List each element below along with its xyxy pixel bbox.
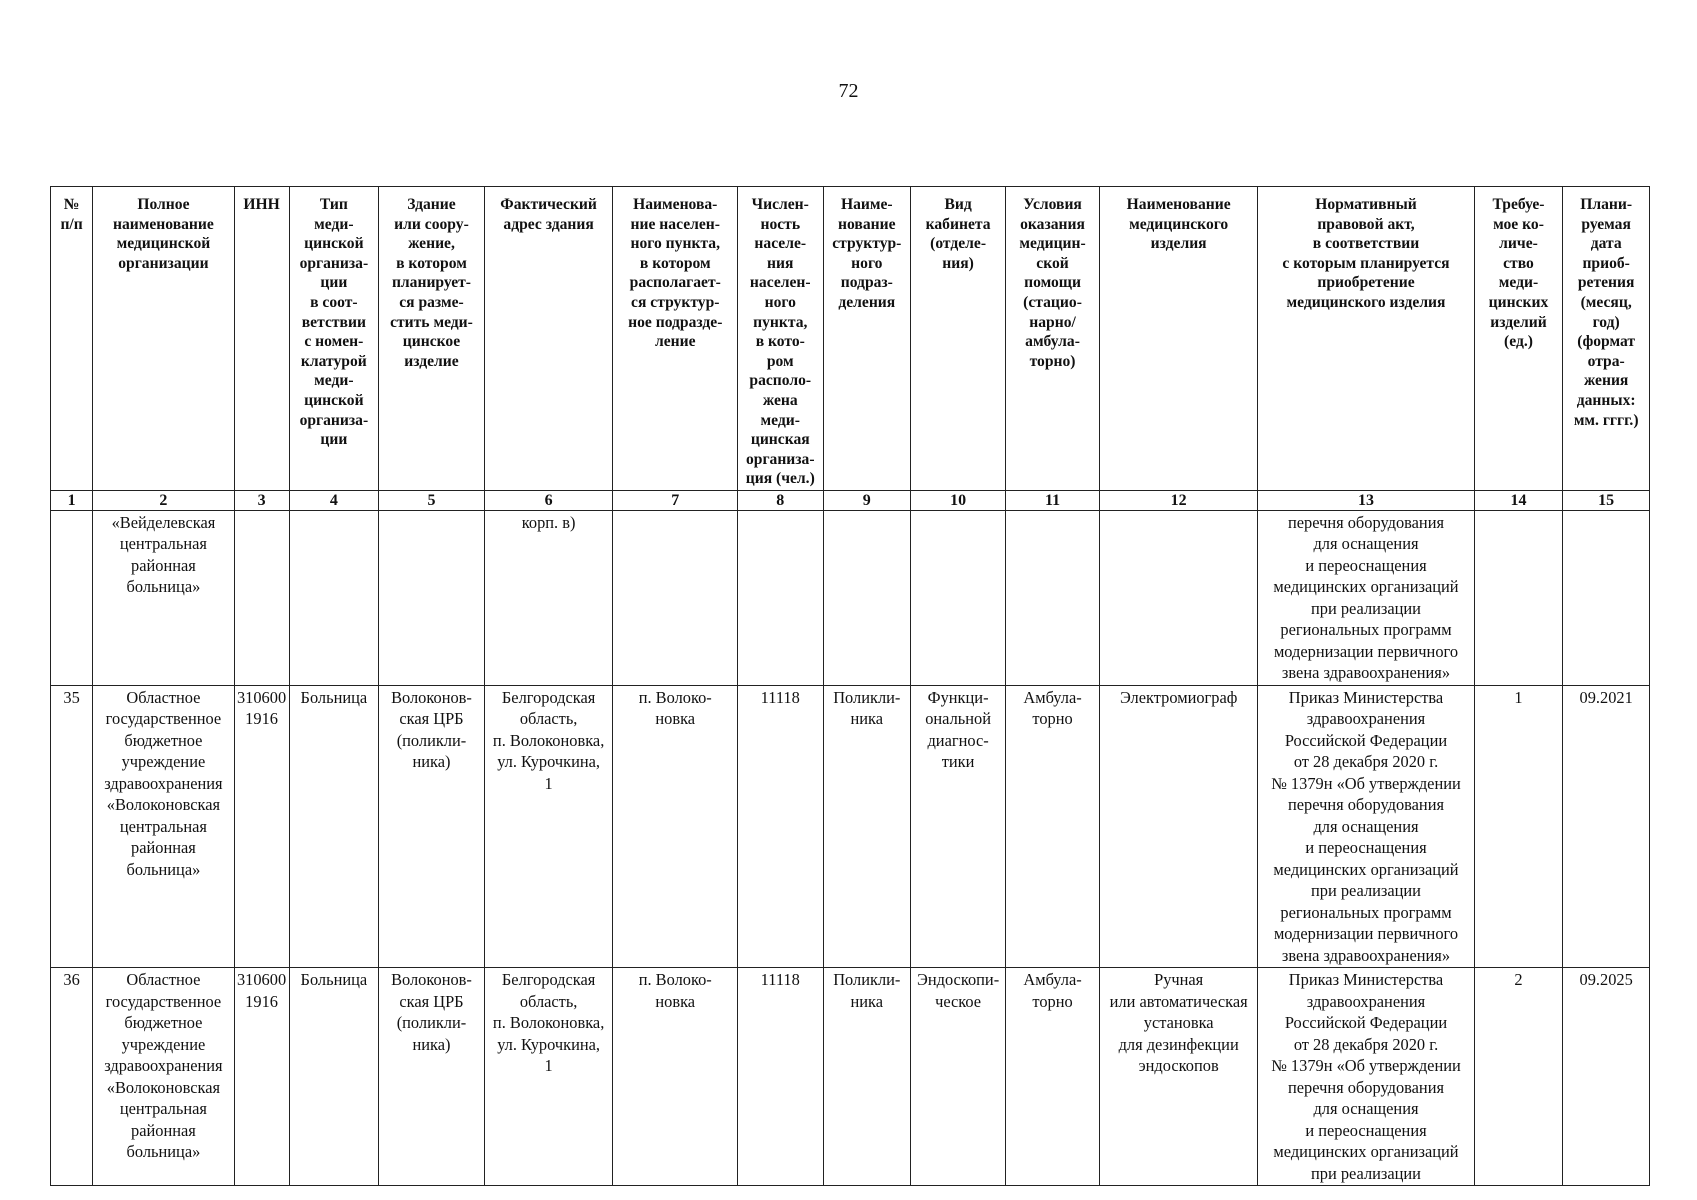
header-cell: Фактический адрес здания (484, 187, 613, 491)
legal-act-cell: Приказ Министерства здравоохранения Российской Федерации от 28 декабря 2020 г. № 1379н «Об утверждении перечня оборудования для оснащения и переоснащения медицинских организаций при реализации (1258, 968, 1474, 1186)
population-cell: 11118 (738, 968, 823, 1186)
care-conditions-cell: Амбула- торно (1006, 685, 1100, 968)
column-number: 5 (379, 490, 485, 510)
care-conditions-cell (1006, 510, 1100, 685)
legal-act-cell: Приказ Министерства здравоохранения Российской Федерации от 28 декабря 2020 г. № 1379н «Об утверждении перечня оборудования для оснащения и переоснащения медицинских организаций при реализации региональных программ модернизации первичного звена здравоохранения» (1258, 685, 1474, 968)
subdivision-cell (823, 510, 911, 685)
column-number: 14 (1474, 490, 1563, 510)
quantity-cell: 2 (1474, 968, 1563, 1186)
organization-name-cell: Областное государственное бюджетное учреждение здравоохранения «Волоконовская центральная районная больница» (93, 685, 234, 968)
quantity-cell (1474, 510, 1563, 685)
header-cell: Наиме- нование структур- ного подраз- деления (823, 187, 911, 491)
column-number: 11 (1006, 490, 1100, 510)
row-number-cell: 36 (51, 968, 93, 1186)
inn-cell (234, 510, 289, 685)
row-number-cell: 35 (51, 685, 93, 968)
population-cell: 11118 (738, 685, 823, 968)
column-number: 2 (93, 490, 234, 510)
care-conditions-cell: Амбула- торно (1006, 968, 1100, 1186)
purchase-date-cell (1563, 510, 1650, 685)
building-cell (379, 510, 485, 685)
table-row (51, 685, 1650, 968)
locality-cell: п. Волоко- новка (613, 968, 738, 1186)
header-cell: Вид кабинета (отделе- ния) (911, 187, 1006, 491)
legal-act-cell: перечня оборудования для оснащения и переоснащения медицинских организаций при реализации региональных программ модернизации первичного звена здравоохранения» (1258, 510, 1474, 685)
header-cell: Требуе- мое ко- личе- ство меди- цинских изделий (ед.) (1474, 187, 1563, 491)
header-cell: ИНН (234, 187, 289, 491)
address-cell: корп. в) (484, 510, 613, 685)
locality-cell (613, 510, 738, 685)
room-type-cell: Эндоскопи- ческое (911, 968, 1006, 1186)
device-name-cell (1100, 510, 1258, 685)
room-type-cell (911, 510, 1006, 685)
address-cell: Белгородская область, п. Волоконовка, ул. Курочкина, 1 (484, 968, 613, 1186)
device-name-cell: Ручная или автоматическая установка для дезинфекции эндоскопов (1100, 968, 1258, 1186)
building-cell: Волоконов- ская ЦРБ (поликли- ника) (379, 685, 485, 968)
table-row (51, 968, 1650, 1186)
subdivision-cell: Поликли- ника (823, 685, 911, 968)
header-cell: Наименова- ние населен- ного пункта, в котором располагает- ся структур- ное подразде- ление (613, 187, 738, 491)
purchase-date-cell: 09.2025 (1563, 968, 1650, 1186)
inn-cell: 310600 1916 (234, 968, 289, 1186)
page-number: 72 (838, 80, 859, 102)
header-cell: Нормативный правовой акт, в соответствии с которым планируется приобретение медицинского изделия (1258, 187, 1474, 491)
header-cell: Здание или соору- жение, в котором планирует- ся разме- стить меди- цинское изделие (379, 187, 485, 491)
header-cell: Тип меди- цинской организа- ции в соот- ветствии с номен- клатурой меди- цинской организа- ции (289, 187, 379, 491)
building-cell: Волоконов- ская ЦРБ (поликли- ника) (379, 968, 485, 1186)
column-number-row (51, 490, 1650, 510)
table-row (51, 510, 1650, 685)
quantity-cell: 1 (1474, 685, 1563, 968)
column-number: 15 (1563, 490, 1650, 510)
header-cell: Полное наименование медицинской организации (93, 187, 234, 491)
column-number: 7 (613, 490, 738, 510)
column-number: 4 (289, 490, 379, 510)
header-cell: Условия оказания медицин- ской помощи (стацио- нарно/ амбула- торно) (1006, 187, 1100, 491)
column-number: 8 (738, 490, 823, 510)
column-number: 12 (1100, 490, 1258, 510)
inn-cell: 310600 1916 (234, 685, 289, 968)
header-cell: Наименование медицинского изделия (1100, 187, 1258, 491)
organization-name-cell: Областное государственное бюджетное учреждение здравоохранения «Волоконовская центральная районная больница» (93, 968, 234, 1186)
subdivision-cell: Поликли- ника (823, 968, 911, 1186)
org-type-cell: Больница (289, 685, 379, 968)
column-number: 6 (484, 490, 613, 510)
org-type-cell (289, 510, 379, 685)
column-number: 10 (911, 490, 1006, 510)
row-number-cell (51, 510, 93, 685)
purchase-date-cell: 09.2021 (1563, 685, 1650, 968)
address-cell: Белгородская область, п. Волоконовка, ул. Курочкина, 1 (484, 685, 613, 968)
header-cell: Числен- ность населе- ния населен- ного пункта, в кото- ром располо- жена меди- цинская организа- ция (чел.) (738, 187, 823, 491)
locality-cell: п. Волоко- новка (613, 685, 738, 968)
device-name-cell: Электромиограф (1100, 685, 1258, 968)
column-number: 3 (234, 490, 289, 510)
header-cell: № п/п (51, 187, 93, 491)
table-header-row (51, 187, 1650, 491)
column-number: 13 (1258, 490, 1474, 510)
column-number: 1 (51, 490, 93, 510)
population-cell (738, 510, 823, 685)
organization-name-cell: «Вейделевская центральная районная больница» (93, 510, 234, 685)
room-type-cell: Функци- ональной диагнос- тики (911, 685, 1006, 968)
column-number: 9 (823, 490, 911, 510)
header-cell: Плани- руемая дата приоб- ретения (месяц, год) (формат отра- жения данных: мм. гггг.) (1563, 187, 1650, 491)
equipment-table (50, 186, 1650, 1186)
org-type-cell: Больница (289, 968, 379, 1186)
